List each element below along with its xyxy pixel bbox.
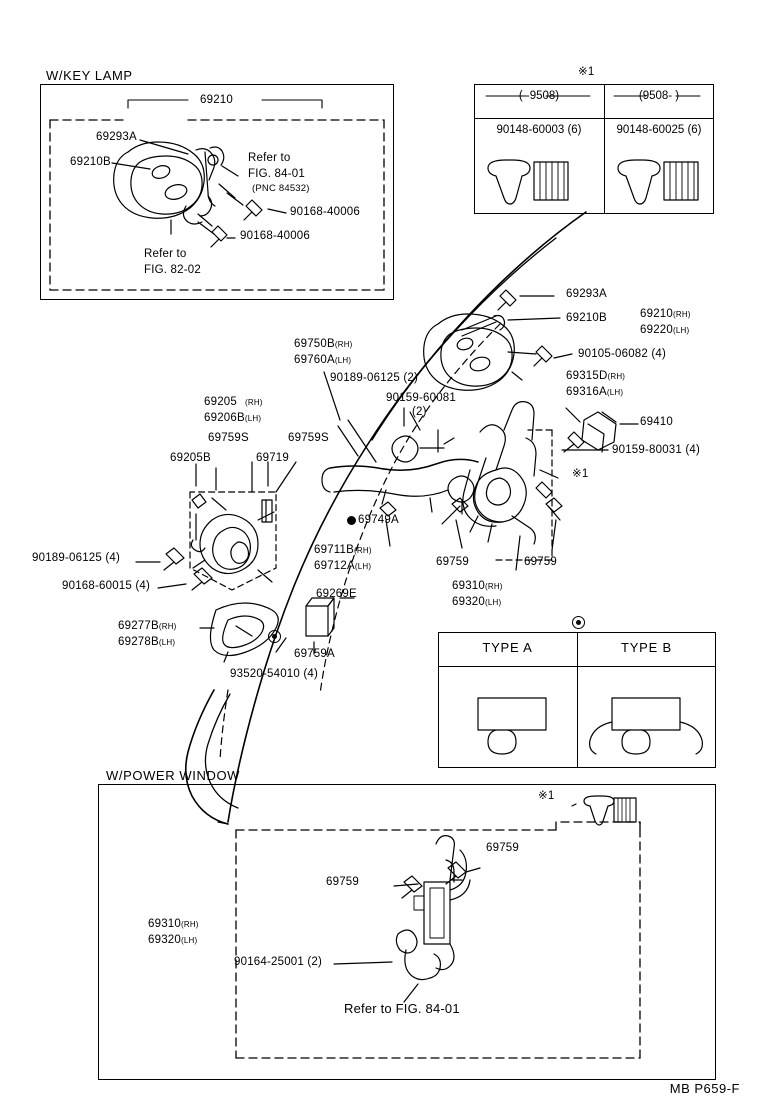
- label-69293A: 69293A: [566, 288, 607, 300]
- key-lamp-ref-fig-84-01-line2: FIG. 84-01: [248, 168, 305, 180]
- screw-table-part-2: 90148-60025 (6): [616, 124, 702, 136]
- label-69277B-rh: 69277B(RH): [118, 620, 177, 632]
- type-b-label: TYPE B: [620, 640, 673, 655]
- label-90159-80031: 90159-80031 (4): [612, 444, 701, 456]
- label-69269E: 69269E: [316, 588, 357, 600]
- label-69759-a: 69759: [436, 556, 469, 568]
- marker-ring-type-table: [572, 616, 585, 629]
- screw-table-part-1: 90148-60003 (6): [496, 124, 582, 136]
- label-69205B: 69205B: [170, 452, 211, 464]
- label-69278B-lh: 69278B(LH): [118, 636, 176, 648]
- screw-table-column-divider: [604, 84, 605, 214]
- label-69320-lh: 69320(LH): [452, 596, 502, 608]
- key-lamp-label-69293A: 69293A: [96, 131, 137, 143]
- label-69210-rh: 69210(RH): [640, 308, 691, 320]
- label-69410: 69410: [640, 416, 673, 428]
- type-a-label: TYPE A: [482, 640, 533, 655]
- label-69712A-lh: 69712A(LH): [314, 560, 372, 572]
- key-lamp-label-90168-40006-b: 90168-40006: [240, 230, 310, 242]
- label-69750B-rh: 69750B(RH): [294, 338, 353, 350]
- marker-dot-69749A: [347, 516, 356, 525]
- label-69759A: 69759A: [294, 648, 335, 660]
- label-69711B-rh: 69711B(RH): [314, 544, 372, 556]
- power-window-label-69320-lh: 69320(LH): [148, 934, 198, 946]
- power-window-note-mark: ※1: [538, 790, 555, 802]
- label-90105-06082: 90105-06082 (4): [578, 348, 667, 360]
- power-window-ref-fig-84-01: Refer to FIG. 84-01: [344, 1001, 460, 1016]
- screw-table-box: [474, 84, 714, 214]
- key-lamp-ref-fig-84-01-line3: (PNC 84532): [252, 183, 310, 194]
- label-69310-rh: 69310(RH): [452, 580, 503, 592]
- label-90189-06125-4: 90189-06125 (4): [32, 552, 121, 564]
- power-window-label-69759-top: 69759: [486, 842, 519, 854]
- power-window-label-90164-25001: 90164-25001 (2): [234, 956, 323, 968]
- label-69220-lh: 69220(LH): [640, 324, 690, 336]
- key-lamp-box: [40, 84, 394, 300]
- screw-table-range-2: (9508- ): [638, 90, 680, 102]
- power-window-section-title: W/POWER WINDOW: [106, 768, 241, 783]
- label-69759S-b: 69759S: [288, 432, 329, 444]
- label-93520-54010-4: 93520-54010 (4): [230, 668, 319, 680]
- label-69210B: 69210B: [566, 312, 607, 324]
- power-window-label-69310-rh: 69310(RH): [148, 918, 199, 930]
- label-note-mark-main: ※1: [572, 468, 589, 480]
- marker-ring-93520: [268, 630, 281, 643]
- key-lamp-section-title: W/KEY LAMP: [46, 68, 133, 83]
- label-90159-60081-qty: (2): [412, 406, 427, 418]
- screw-table-note-mark: ※1: [578, 66, 595, 78]
- label-90159-60081: 90159-60081: [386, 392, 456, 404]
- screw-table-range-1: ( -9508): [518, 90, 560, 102]
- label-69205-rh: 69205 (RH): [204, 396, 263, 408]
- key-lamp-label-90168-40006-a: 90168-40006: [290, 206, 360, 218]
- key-lamp-ref-fig-82-02-line1: Refer to: [144, 248, 187, 260]
- power-window-box: [98, 784, 716, 1080]
- label-69760A-lh: 69760A(LH): [294, 354, 352, 366]
- key-lamp-label-69210B: 69210B: [70, 156, 111, 168]
- footer-code: MB P659-F: [669, 1081, 740, 1096]
- label-90168-60015-4: 90168-60015 (4): [62, 580, 151, 592]
- key-lamp-part-69210: 69210: [200, 94, 233, 106]
- label-69719: 69719: [256, 452, 289, 464]
- power-window-label-69759-left: 69759: [326, 876, 359, 888]
- label-69315D-rh: 69315D(RH): [566, 370, 626, 382]
- key-lamp-ref-fig-84-01-line1: Refer to: [248, 152, 291, 164]
- label-69316A-lh: 69316A(LH): [566, 386, 624, 398]
- label-69759-b: 69759: [524, 556, 557, 568]
- label-90189-06125-2: 90189-06125 (2): [330, 372, 419, 384]
- key-lamp-ref-fig-82-02-line2: FIG. 82-02: [144, 264, 201, 276]
- label-69206B-lh: 69206B(LH): [204, 412, 262, 424]
- screw-table-header-divider: [474, 118, 714, 119]
- label-69749A: 69749A: [358, 514, 399, 526]
- label-69759S-a: 69759S: [208, 432, 249, 444]
